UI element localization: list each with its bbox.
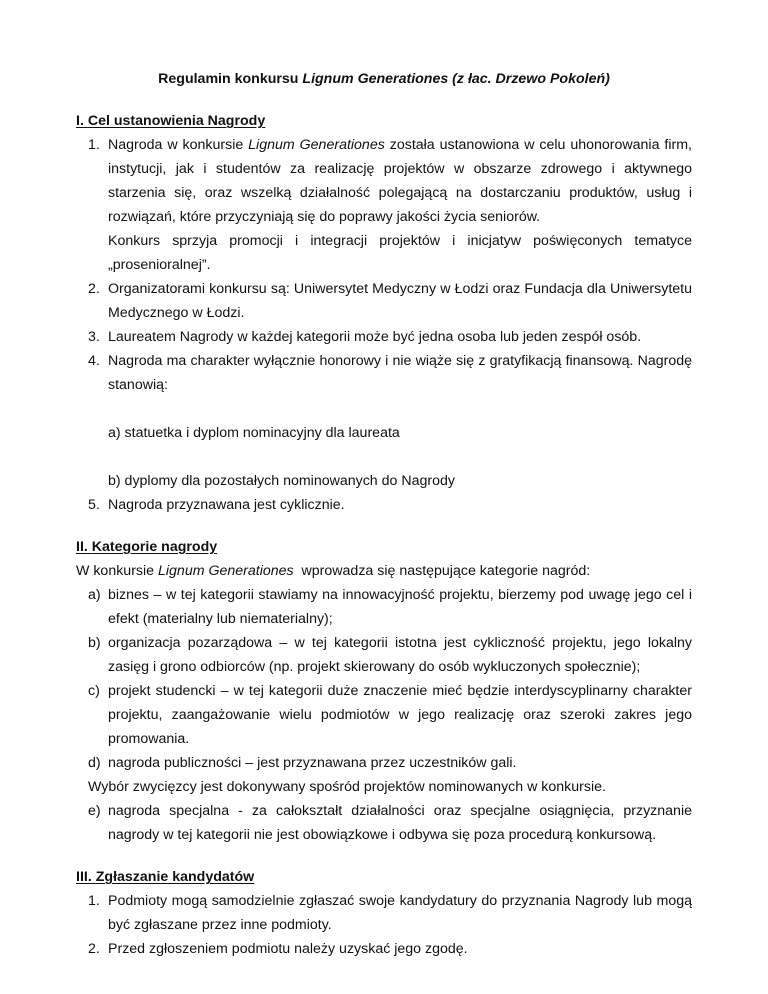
section-1-list	[76, 133, 692, 517]
list-item	[76, 493, 692, 517]
section-heading-3	[76, 865, 692, 889]
item-italic: Lignum Generationes	[248, 137, 385, 153]
item-text: nagroda publiczności – jest przyznawana przez uczestników gali.	[108, 755, 517, 771]
list-item	[76, 679, 692, 751]
section-2-number: II.	[76, 539, 88, 555]
section-3-number: III.	[76, 869, 92, 885]
intro-text: wprowadza się następujące kategorie nagród:	[293, 563, 591, 579]
sub-item-b: b) dyplomy dla pozostałych nominowanych do Nagrody	[108, 473, 455, 489]
item-letter: c)	[88, 683, 100, 699]
item-extra: Konkurs sprzyja promocji i integracji projektów i inicjatyw poświęconych tematyce „prosenioralnej”.	[108, 233, 692, 273]
item-text: projekt studencki – w tej kategorii duże znaczenie mieć będzie interdyscyplinarny charakter projektu, zaangażowanie wielu podmiotów w jego realizację oraz szeroki zakres jego promowania.	[108, 683, 692, 747]
item-number: 1.	[88, 893, 100, 909]
section-1-number: I.	[76, 113, 84, 129]
sub-item-a: a) statuetka i dyplom nominacyjny dla laureata	[108, 425, 400, 441]
item-letter: a)	[88, 587, 101, 603]
item-text: została ustanowiona w celu uhonorowania firm, instytucji, jak i studentów za realizację projektów w obszarze zdrowego i aktywnego starzenia się, oraz wszelką działalność polegającą na dostarczaniu produktów, usług i rozwiązań, które przyczyniają się do poprawy jakości życia seniorów.	[108, 137, 692, 225]
item-number: 4.	[88, 353, 100, 369]
document-title	[76, 67, 692, 91]
intro-text: W konkursie	[76, 563, 158, 579]
section-heading-1	[76, 109, 692, 133]
item-text: Laureatem Nagrody w każdej kategorii może być jedna osoba lub jeden zespół osób.	[108, 329, 642, 345]
section-3-title: Zgłaszanie kandydatów	[95, 869, 255, 885]
title-prefix: Regulamin konkursu	[158, 71, 303, 87]
item-text: Organizatorami konkursu są: Uniwersytet Medyczny w Łodzi oraz Fundacja dla Uniwersytetu Medycznego w Łodzi.	[108, 281, 692, 321]
section-2-list	[76, 583, 692, 775]
intro-italic: Lignum Generationes	[158, 563, 294, 579]
list-item	[76, 133, 692, 277]
title-italic: Lignum Generationes (z łac. Drzewo Pokoleń)	[302, 71, 610, 87]
section-2-title: Kategorie nagrody	[91, 539, 218, 555]
list-item	[76, 277, 692, 325]
list-item	[76, 325, 692, 349]
section-2-between: Wybór zwycięzcy jest dokonywany spośród projektów nominowanych w konkursie.	[88, 779, 606, 795]
section-1-title: Cel ustanowienia Nagrody	[87, 113, 266, 129]
list-item	[76, 751, 692, 775]
list-item	[76, 631, 692, 679]
section-2-list-cont	[76, 799, 692, 847]
section-heading-2	[76, 535, 692, 559]
list-item	[76, 799, 692, 847]
item-text: organizacja pozarządowa – w tej kategorii istotna jest cykliczność projektu, jego lokalny zasięg i grono odbiorców (np. projekt skierowany do osób wykluczonych społecznie);	[108, 635, 692, 675]
item-number: 3.	[88, 329, 100, 345]
item-text: nagroda specjalna - za całokształt działalności oraz specjalne osiągnięcia, przyznanie nagrody w tej kategorii nie jest obowiązkowe i odbywa się poza procedurą konkursową.	[108, 803, 692, 843]
list-item	[76, 349, 692, 493]
item-text: Nagroda ma charakter wyłącznie honorowy i nie wiąże się z gratyfikacją finansową. Nagrodę stanowią:	[108, 353, 692, 393]
section-2-intro	[76, 559, 692, 583]
item-letter: e)	[88, 803, 101, 819]
list-item	[76, 889, 692, 937]
item-text: Nagroda przyznawana jest cyklicznie.	[108, 497, 345, 513]
list-item	[76, 583, 692, 631]
item-number: 2.	[88, 941, 100, 957]
item-letter: d)	[88, 755, 101, 771]
section-3-list	[76, 889, 692, 961]
item-number: 2.	[88, 281, 100, 297]
item-text: Podmioty mogą samodzielnie zgłaszać swoje kandydatury do przyznania Nagrody lub mogą być zgłaszane przez inne podmioty.	[108, 893, 692, 933]
item-text: Nagroda w konkursie	[108, 137, 249, 153]
item-number: 5.	[88, 497, 100, 513]
list-item	[76, 937, 692, 961]
item-text: Przed zgłoszeniem podmiotu należy uzyskać jego zgodę.	[108, 941, 468, 957]
item-letter: b)	[88, 635, 101, 651]
item-text: biznes – w tej kategorii stawiamy na innowacyjność projektu, bierzemy pod uwagę jego cel i efekt (materialny lub niematerialny);	[108, 587, 692, 627]
item-number: 1.	[88, 137, 100, 153]
